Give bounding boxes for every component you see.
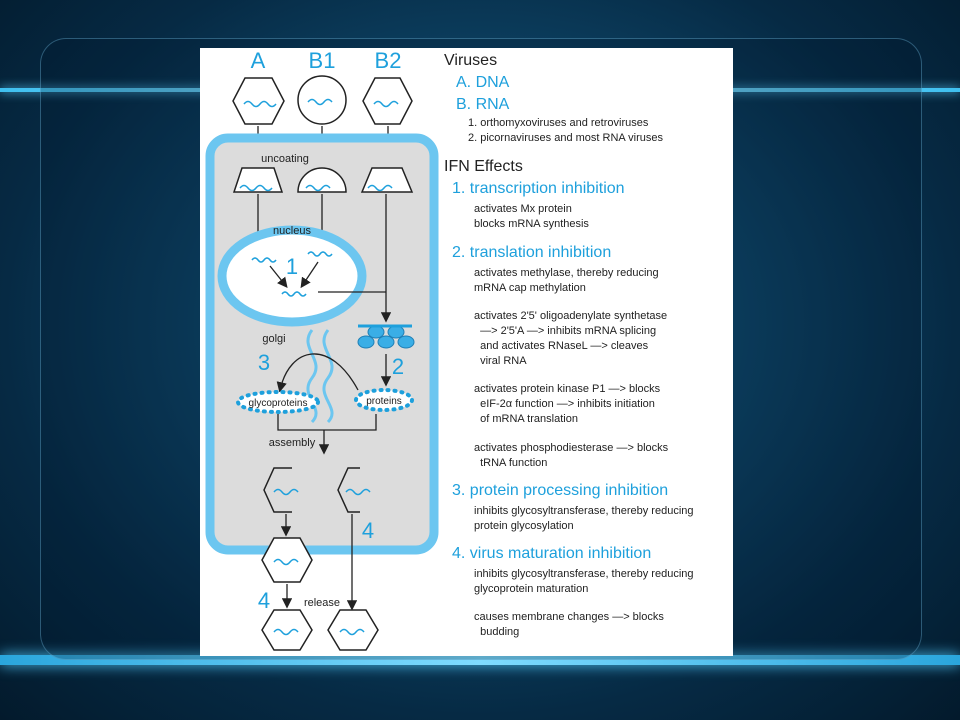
rna-subtype-2: 2. picornaviruses and most RNA viruses bbox=[468, 132, 664, 144]
ifn-effects-heading: IFN Effects bbox=[444, 158, 523, 175]
step-1-number: 1 bbox=[285, 254, 299, 279]
virus-label-b1: B1 bbox=[308, 48, 336, 73]
effect-4-line: causes membrane changes —> blocks bbox=[474, 611, 664, 623]
step-3-number: 3 bbox=[257, 350, 271, 375]
effect-4-line: budding bbox=[474, 626, 520, 638]
effect-2-line: mRNA cap methylation bbox=[474, 282, 586, 294]
virion-b2-icon bbox=[363, 78, 412, 124]
effect-1-line: activates Mx protein bbox=[474, 203, 572, 215]
effect-2-line: activates phosphodiesterase —> blocks bbox=[474, 442, 669, 454]
virion-a-icon bbox=[233, 78, 284, 124]
effect-4-title: 4. virus maturation inhibition bbox=[452, 545, 652, 562]
step-2-number: 2 bbox=[391, 354, 405, 379]
effect-4-line: inhibits glycosyltransferase, thereby reducing bbox=[474, 568, 694, 580]
effect-3-line: inhibits glycosyltransferase, thereby reducing bbox=[474, 505, 694, 517]
effect-4-line: glycoprotein maturation bbox=[474, 583, 589, 595]
virus-label-b2: B2 bbox=[374, 48, 402, 73]
virus-type-rna: B. RNA bbox=[456, 96, 510, 113]
effect-2-line: activates protein kinase P1 —> blocks bbox=[474, 383, 661, 395]
glycoproteins-label: glycoproteins bbox=[248, 398, 308, 409]
effect-2-line: and activates RNaseL —> cleaves bbox=[474, 340, 649, 352]
slide bbox=[200, 48, 733, 656]
step-4-number-lower: 4 bbox=[257, 588, 271, 613]
effect-3-title: 3. protein processing inhibition bbox=[452, 482, 669, 499]
assembly-label: assembly bbox=[268, 437, 316, 449]
viruses-heading: Viruses bbox=[444, 52, 498, 69]
nucleus-label: nucleus bbox=[273, 225, 311, 237]
virus-label-a: A bbox=[250, 48, 266, 73]
released-virion-1-icon bbox=[262, 610, 312, 650]
proteins-label: proteins bbox=[366, 396, 402, 407]
interferon-diagram bbox=[200, 48, 444, 656]
effect-2-line: of mRNA translation bbox=[474, 413, 578, 425]
rna-subtype-1: 1. orthomyxoviruses and retroviruses bbox=[468, 117, 649, 129]
effect-2-line: activates 2'5' oligoadenylate synthetase bbox=[474, 310, 668, 322]
effect-3-line: protein glycosylation bbox=[474, 520, 574, 532]
effect-2-title: 2. translation inhibition bbox=[452, 244, 612, 261]
released-virion-2-icon bbox=[328, 610, 378, 650]
virus-type-dna: A. DNA bbox=[456, 74, 510, 91]
step-4-number-upper: 4 bbox=[361, 518, 375, 543]
effect-2-line: tRNA function bbox=[474, 457, 548, 469]
golgi-label: golgi bbox=[262, 333, 286, 345]
effect-2-line: —> 2'5'A —> inhibits mRNA splicing bbox=[474, 325, 657, 337]
effect-2-line: viral RNA bbox=[474, 355, 527, 367]
release-label: release bbox=[303, 597, 341, 609]
virion-b1-icon bbox=[298, 76, 346, 124]
uncoated-a-icon bbox=[234, 168, 282, 192]
effect-2-line: eIF-2α function —> inhibits initiation bbox=[474, 398, 655, 410]
uncoating-label: uncoating bbox=[261, 153, 309, 165]
effect-1-title: 1. transcription inhibition bbox=[452, 180, 625, 197]
effect-2-line: activates methylase, thereby reducing bbox=[474, 267, 659, 279]
effect-1-line: blocks mRNA synthesis bbox=[474, 218, 589, 230]
